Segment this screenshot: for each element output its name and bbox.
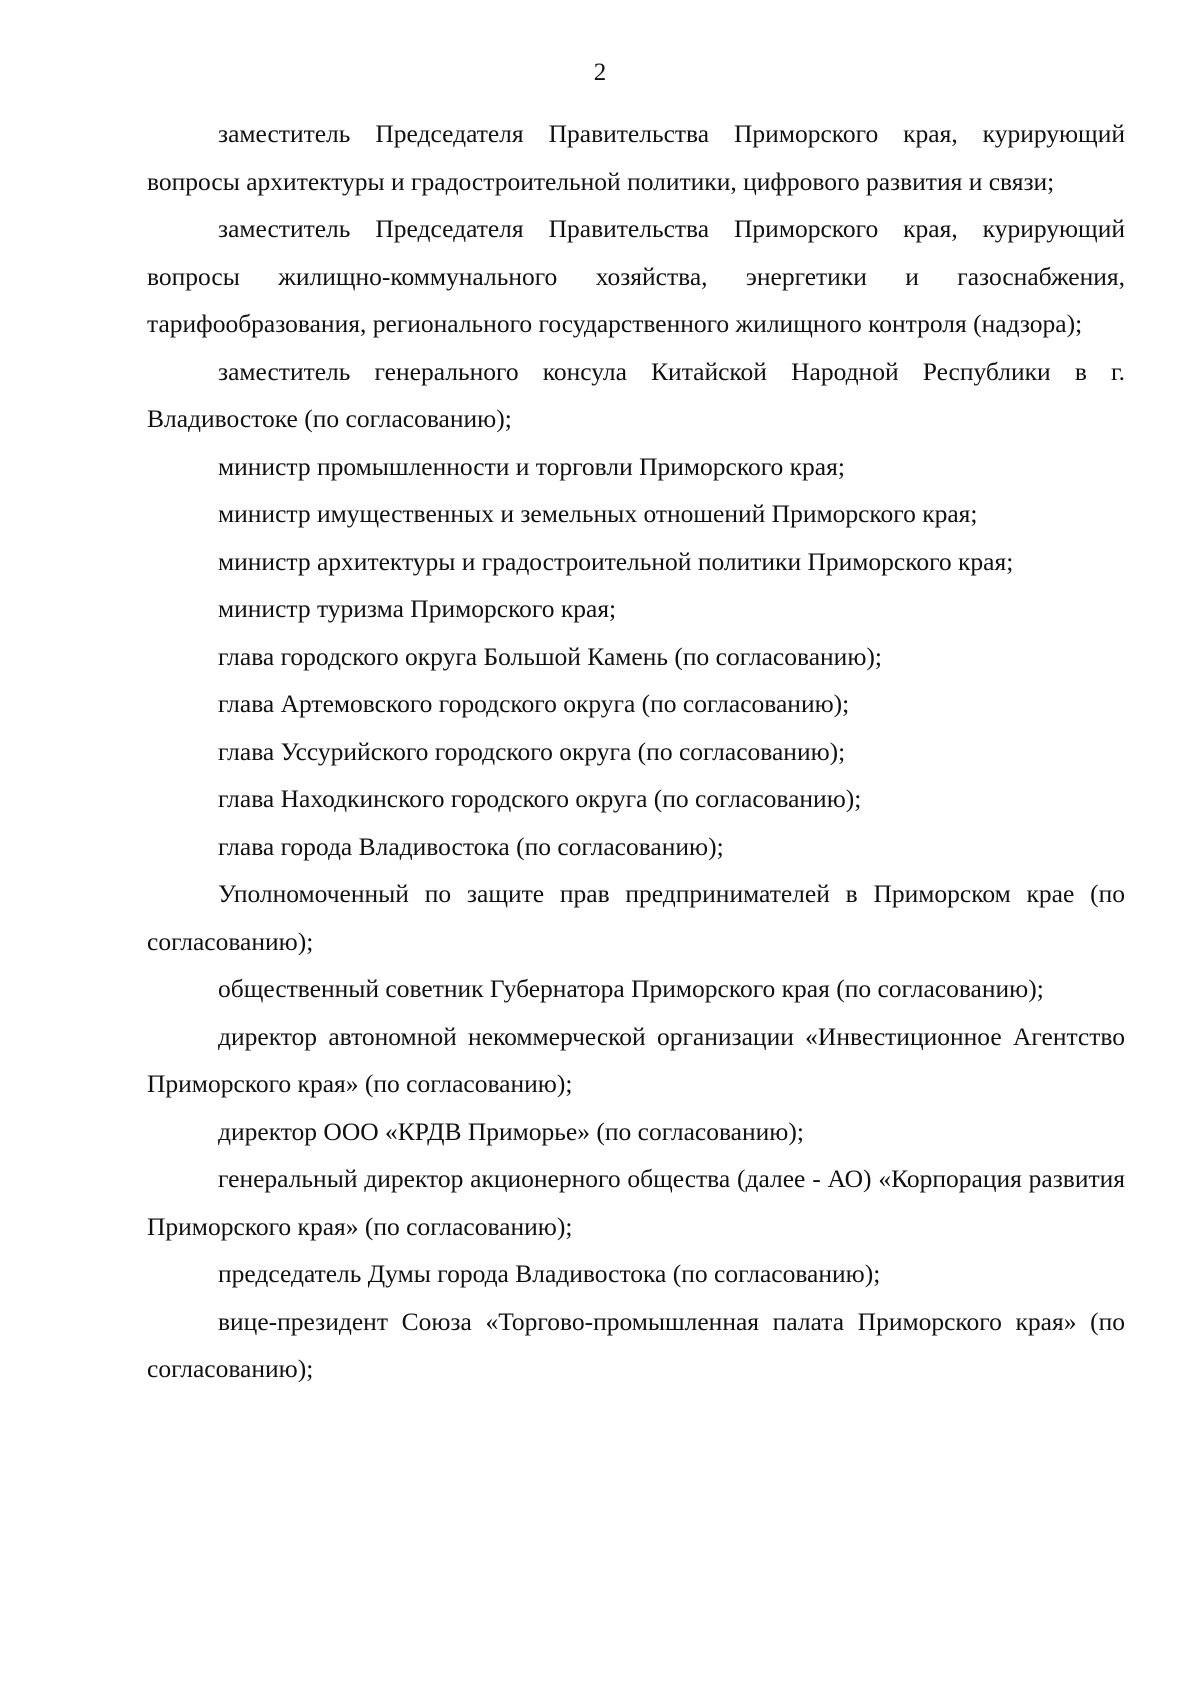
list-item: директор автономной некоммерческой организации «Инвестиционное Агентство Приморского края» (по согласованию); <box>147 1021 1125 1098</box>
list-item: общественный советник Губернатора Приморского края (по согласованию); <box>218 974 1044 1003</box>
list-item: министр архитектуры и градостроительной политики Приморского края; <box>218 546 1014 576</box>
list-item: министр имущественных и земельных отношений Приморского края; <box>218 499 978 528</box>
page-number: 2 <box>593 59 607 86</box>
list-item: Уполномоченный по защите прав предпринимателей в Приморском крае (по согласованию); <box>147 879 1125 956</box>
list-item: директор ООО «КРДВ Приморье» (по согласованию); <box>218 1116 804 1146</box>
list-item: заместитель генерального консула Китайской Народной Республики в г. Владивостоке (по согласованию); <box>147 356 1125 433</box>
list-item: глава Находкинского городского округа (по согласованию); <box>218 784 862 813</box>
member-list <box>147 110 1125 1393</box>
list-item: заместитель Председателя Правительства Приморского края, курирующий вопросы архитектуры и градостроительной политики, цифрового развития и связи; <box>147 119 1125 196</box>
list-item: министр туризма Приморского края; <box>218 594 617 623</box>
list-item: глава Уссурийского городского округа (по согласованию); <box>218 736 846 766</box>
list-item: председатель Думы города Владивостока (по согласованию); <box>218 1259 881 1288</box>
list-item: глава Артемовского городского округа (по согласованию); <box>218 689 850 718</box>
list-item: глава города Владивостока (по согласованию); <box>218 831 724 861</box>
list-item: глава городского округа Большой Камень (по согласованию); <box>218 641 882 671</box>
list-item: министр промышленности и торговли Приморского края; <box>218 451 845 481</box>
list-item: вице-президент Союза «Торгово-промышленная палата Приморского края» (по согласованию); <box>147 1306 1125 1383</box>
list-item: заместитель Председателя Правительства Приморского края, курирующий вопросы жилищно-коммунального хозяйства, энергетики и газоснабжения, тарифообразования, регионального государственного жилищного контроля (надзора); <box>147 214 1125 338</box>
list-item: генеральный директор акционерного общества (далее - АО) «Корпорация развития Приморского края» (по согласованию); <box>147 1164 1125 1241</box>
